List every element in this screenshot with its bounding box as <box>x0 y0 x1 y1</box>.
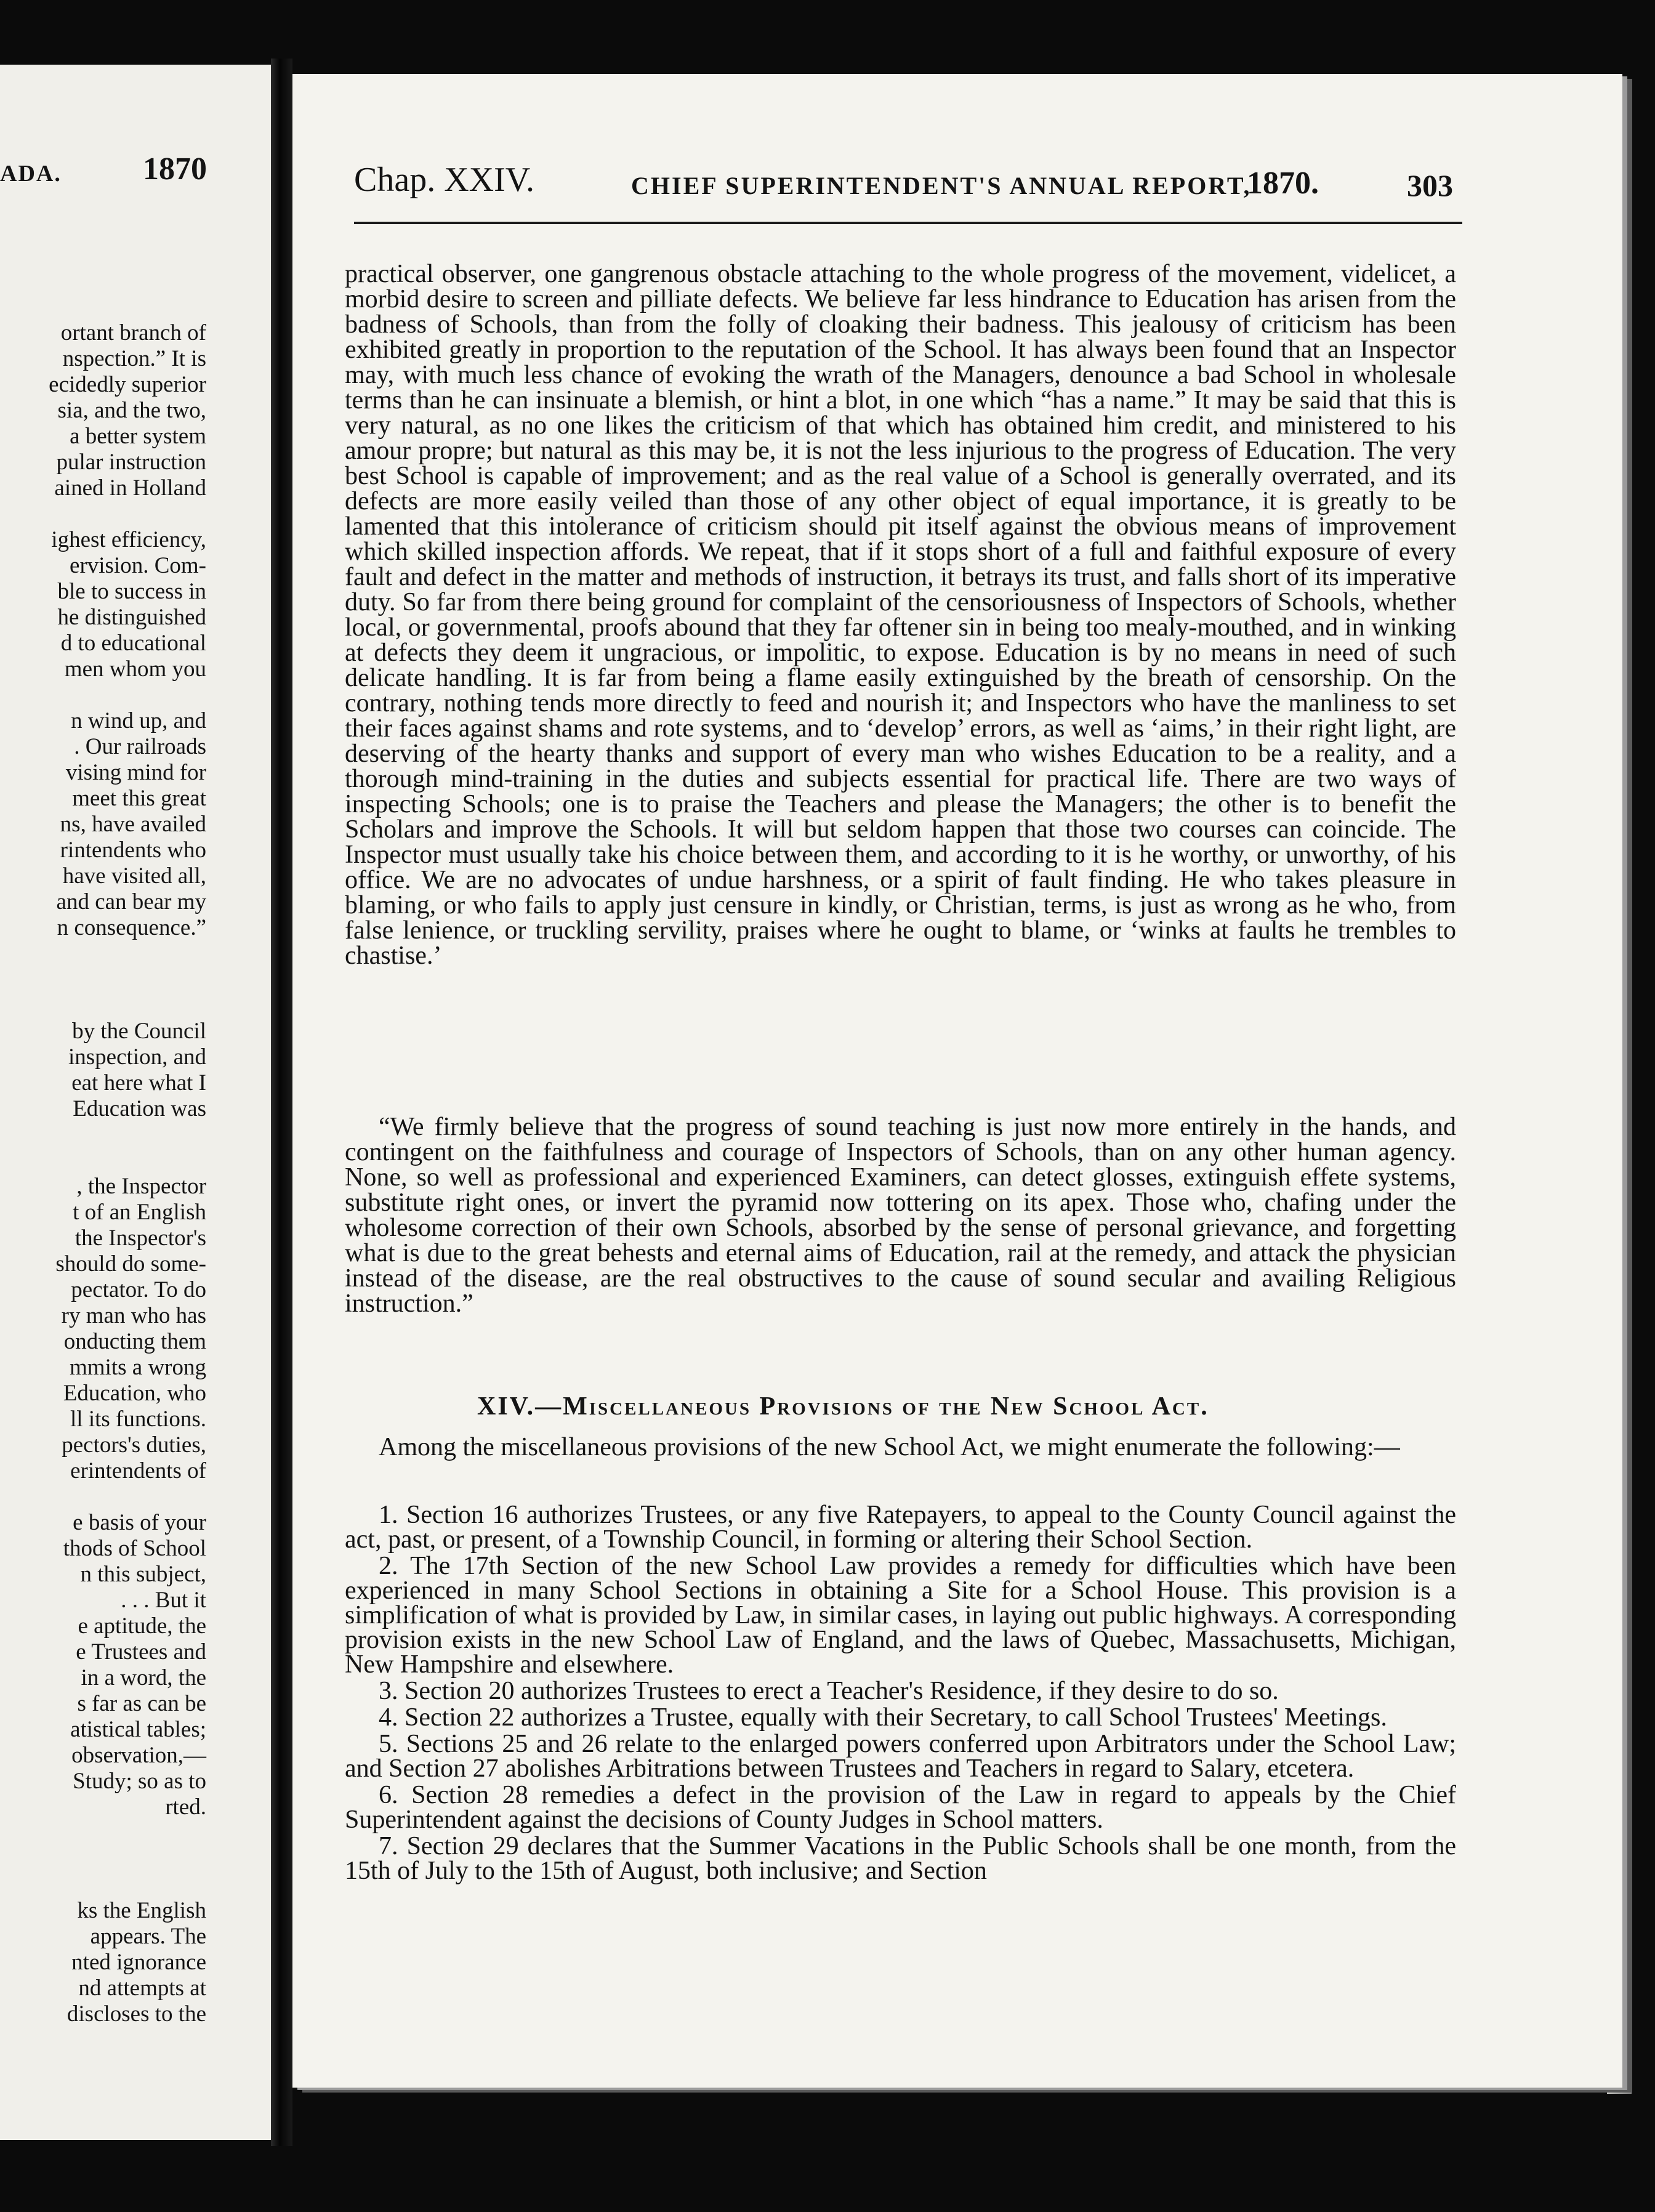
left-text-line: e Trustees and <box>76 1639 206 1665</box>
left-text-line: e aptitude, the <box>78 1613 206 1639</box>
list-item: 1. Section 16 authorizes Trustees, or any five Ratepayers, to appeal to the County Council against the act, past, or present, of a Township Council, in forming or altering their School Section. <box>345 1501 1456 1554</box>
left-text-line: ns, have availed <box>60 812 206 837</box>
left-text-line: ecidedly superior <box>49 372 206 397</box>
left-text-line: ll its functions. <box>70 1407 206 1432</box>
left-text-line: inspection, and <box>68 1044 206 1070</box>
left-text-line: erintendents of <box>70 1458 206 1483</box>
left-text-line: onducting them <box>63 1329 206 1354</box>
left-running-head: ADA. <box>0 161 62 187</box>
left-text-line: should do some- <box>55 1251 206 1277</box>
left-text-line: sia, and the two, <box>57 398 206 423</box>
left-text-line: discloses to the <box>66 2001 206 2027</box>
chapter-heading: Chap. XXIV. <box>354 161 534 199</box>
left-text-line: nspection.” It is <box>62 346 206 371</box>
left-text-line: vising mind for <box>65 760 206 785</box>
list-item: 7. Section 29 declares that the Summer Vacations in the Public Schools shall be one month, from the 15th of July to the 15th of August, both inclusive; and Section <box>345 1832 1456 1885</box>
quoted-paragraph: “We firmly believe that the progress of sound teaching is just now more entirely in the hands, and contingent on the faithfulness and courage of Inspectors of Schools, than on any other human agency. None, so well as professional and experienced Examiners, can detect glosses, extinguish effete systems, substitute right ones, or invert the pyramid now tottering on its apex. Those who, chafing under the wholesome correction of their own Schools, absorbed by the sense of personal grievance, and forgetting what is due to the great behests and eternal aims of Education, rail at the remedy, and attack the physician instead of the disease, are the real obstructives to the cause of sound secular and availing Religious instruction.” <box>345 1113 1456 1318</box>
left-text-line: men whom you <box>64 656 206 682</box>
body-paragraph: practical observer, one gangrenous obstacle attaching to the whole progress of the movement, videlicet, a morbid desire to screen and pilliate defects. We believe far less hindrance to Education has arisen from the badness of Schools, than from the folly of cloaking their badness. This jealousy of criticism has been exhibited greatly in proportion to the reputation of the School. It has always been found that an Inspector may, with much less chance of evoking the wrath of the Managers, denounce a bad School in wholesale terms than he can insinuate a blemish, or hint a blot, in one which “has a name.” It may be said that this is very natural, as no one likes the criticism of that which has obtained him credit, and ministered to his amour propre; but natural as this may be, it is not the less injurious to the progress of Education. The very best School is capable of improvement; and as the real value of a School is generally overrated, and its defects are more easily veiled than those of any other object of equal importance, it is greatly to be lamented that this intolerance of criticism should pit itself against the obvious means of improvement which skilled inspection affords. We repeat, that if it stops short of a full and faithful exposure of every fault and defect in the matter and methods of instruction, it betrays its trust, and falls short of its imperative duty. So far from there being ground for complaint of the censoriousness of Inspectors of Schools, whether local, or governmental, proofs abound that they far oftener sin in being too mealy-mouthed, and in winking at defects they deem it ungracious, or impolitic, to expose. Education is by no means in need of such delicate handling. It is far from being a flame easily extinguished by the breath of censorship. On the contrary, nothing tends more directly to feed and nourish it; and Inspectors who have the manliness to set their faces against shams and rote systems, and to ‘develop’ errors, as well as ‘aims,’ in their right light, are deserving of the hearty thanks and support of every man who wishes Education to be a reality, and a thorough mind-training in the duties and subjects essential for practical life. There are two ways of inspecting Schools; one is to praise the Teachers and please the Managers; the other is to benefit the Scholars and improve the Schools. It will but seldom happen that those two courses can coincide. The Inspector must usually take his choice between them, and according to it is he worthy, or unworthy, of his office. We are no advocates of undue harshness, or a spirit of fault finding. He who takes pleasure in blaming, or who fails to apply just censure in kindly, or Christian, terms, is just as wrong as he who, from false lenience, or truckling servility, praises where he ought to blame, or ‘winks at faults he trembles to chastise.’ <box>345 260 1456 970</box>
left-text-line: atistical tables; <box>70 1717 206 1742</box>
left-text-line: observation,— <box>71 1743 206 1768</box>
left-text-line: have visited all, <box>62 863 206 889</box>
section-heading: XIV.—Miscellaneous Provisions of the New School Act. <box>477 1392 1209 1421</box>
left-text-line: ervision. Com- <box>70 553 206 578</box>
section-intro: Among the miscellaneous provisions of the new School Act, we might enumerate the following:— <box>379 1433 1400 1461</box>
left-text-line: and can bear my <box>56 889 206 914</box>
left-text-line: e basis of your <box>73 1510 206 1535</box>
left-page-year: 1870 <box>143 151 207 187</box>
left-text-line: n consequence.” <box>57 915 206 940</box>
left-text-line: rintendents who <box>60 838 206 863</box>
left-text-line: pectator. To do <box>71 1277 206 1302</box>
left-text-line: n this subject, <box>80 1562 206 1587</box>
left-text-line: ortant branch of <box>60 320 206 345</box>
list-item: 5. Sections 25 and 26 relate to the enlarged powers conferred upon Arbitrators under the School Law; and Section 27 abolishes Arbitrations between Trustees and Teachers in regard to Salary, etcetera. <box>345 1730 1456 1783</box>
left-text-line: nd attempts at <box>78 1976 206 2001</box>
left-text-line: the Inspector's <box>74 1225 206 1251</box>
running-title: CHIEF SUPERINTENDENT'S ANNUAL REPORT, <box>631 172 1252 200</box>
left-text-line: meet this great <box>72 786 206 811</box>
left-text-line: eat here what I <box>71 1070 206 1096</box>
right-page <box>292 74 1622 2088</box>
left-text-line: appears. The <box>90 1924 206 1949</box>
list-item: 4. Section 22 authorizes a Trustee, equally with their Secretary, to call School Trustees' Meetings. <box>379 1703 1387 1732</box>
list-item: 2. The 17th Section of the new School Law provides a remedy for difficulties which have been experienced in many School Sections in obtaining a Site for a School House. This provision is a simplification of what is provided by Law, in similar cases, in laying out public highways. A corresponding provision exists in the new School Law of England, and the laws of Quebec, Massachusetts, Michigan, New Hampshire and elsewhere. <box>345 1552 1456 1679</box>
left-text-line: pular instruction <box>56 450 206 475</box>
left-text-line: d to educational <box>60 631 206 656</box>
left-text-line: nted ignorance <box>71 1950 206 1975</box>
left-text-line: thods of School <box>63 1536 206 1561</box>
left-text-line: . . . But it <box>121 1588 206 1613</box>
left-text-line: ble to success in <box>57 579 206 604</box>
left-text-line: t of an English <box>73 1200 206 1225</box>
left-text-line: ry man who has <box>61 1303 206 1328</box>
left-text-line: Study; so as to <box>73 1769 206 1794</box>
book-gutter <box>271 59 292 2146</box>
left-text-line: . Our railroads <box>74 734 206 759</box>
list-item: 6. Section 28 remedies a defect in the provision of the Law in regard to appeals by the Chief Superintendent against the decisions of County Judges in School matters. <box>345 1781 1456 1834</box>
left-text-line: Education was <box>73 1096 206 1121</box>
left-text-line: mmits a wrong <box>70 1355 206 1380</box>
left-text-line: ighest efficiency, <box>51 527 206 552</box>
left-text-line: , the Inspector <box>76 1174 206 1199</box>
page-number: 303 <box>1407 168 1453 203</box>
left-page <box>0 65 271 2140</box>
left-text-line: a better system <box>70 424 206 449</box>
list-item: 3. Section 20 authorizes Trustees to erect a Teacher's Residence, if they desire to do so. <box>379 1677 1279 1705</box>
left-text-line: ks the English <box>77 1898 206 1923</box>
left-text-line: in a word, the <box>81 1665 206 1690</box>
provisions-list <box>345 1503 1456 1885</box>
left-text-line: he distinguished <box>57 605 206 630</box>
left-text-line: ained in Holland <box>54 475 206 501</box>
header-rule <box>354 222 1462 224</box>
left-text-line: n wind up, and <box>71 708 206 733</box>
left-text-line: pectors's duties, <box>62 1432 206 1458</box>
left-text-line: s far as can be <box>77 1691 206 1716</box>
running-year: 1870. <box>1247 166 1319 201</box>
left-text-line: Education, who <box>63 1381 206 1406</box>
left-text-line: by the Council <box>72 1019 206 1044</box>
left-text-line: rted. <box>165 1794 206 1820</box>
